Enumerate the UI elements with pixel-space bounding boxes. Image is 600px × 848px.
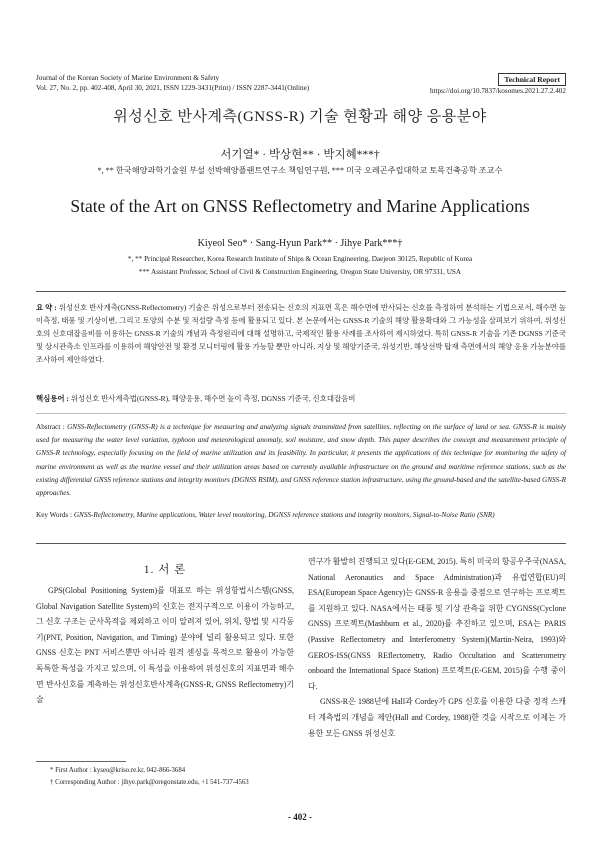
body-left-column: GPS(Global Positioning System)를 대표로 하는 위성항법시스템(GNSS, Global Navigation Satellite System)의 신호는 전지구적으로 이용이 가능하고, 그 신호 구조는 군사목적을 제외하고 이미 알려져 있어, 위치, 항법 및 시각동기(PNT, Position, Navigation, and Timing) 분야에 널리 활용되고 있다. 또한 GNSS 신호는 PNT 서비스뿐만 아니라 원격 센싱을 목적으로 활용이 가능한 독특한 특성을 가지고 있으며, 이 특성을 이용하여 위성신호의 지표면과 해수면 반사신호를 계측하는 위성신호반사계측(GNSS-R, GNSS Reflectometry)기술 [36, 586, 294, 705]
section-introduction-title: 1. 서 론 [143, 564, 187, 576]
keywords-korean-text: 위성신호 반사계측법(GNSS-R), 해양응용, 해수면 높이 측정, DGNSS 기준국, 신호대잡음비 [70, 394, 356, 403]
page-number: - 402 - [288, 812, 312, 822]
journal-volume-info: Vol. 27, No. 2, pp. 402-408, April 30, 2021, ISSN 1229-3431(Print) / ISSN 2287-3441(Online) [36, 83, 310, 92]
affiliation-english-2: *** Assistant Professor, School of Civil & Construction Engineering, Oregon State University, OR 97331, USA [138, 268, 462, 276]
keywords-english-label: Key Words : [36, 511, 73, 519]
body-right-paragraph-1: 연구가 활발히 진행되고 있다(E-GEM, 2015). 특히 미국의 항공우주국(NASA, National Aeronautics and Space Administration)과 유럽연합(EU)의 ESA(European Space Agency)는 GNSS-R 응용을 중점으로 연구하는 프로젝트를 지원하고 있다. NASA에서는 태풍 및 기상 관측을 위한 CYGNSS(Cyclone GNSS) 프로젝트(Mashburn et al., 2020)를 추진하고 있으며, ESA는 PARIS (Passive Reflectometry and Interferometry System)(Martin-Neira, 1993)와 GEROS-ISS(GNSS REflectometry, Radio Occultation and Scatterometry onboard the International Space Station) 프로젝트(E-GEM, 2015)를 수행 중이다. [308, 557, 566, 691]
footnote-divider [36, 761, 126, 762]
affiliation-korean: *, ** 한국해양과학기술원 부설 선박해양플랜트연구소 책임연구원, *** 미국 오레곤주립대학교 토목건축공학 조교수 [97, 166, 503, 175]
abstract-korean [36, 301, 566, 366]
divider-top [36, 291, 566, 292]
keywords-english [36, 509, 566, 522]
journal-header [36, 74, 309, 93]
title-english: State of the Art on GNSS Reflectometry and Marine Applications [70, 196, 530, 216]
journal-name: Journal of the Korean Society of Marine Environment & Safety [36, 74, 220, 82]
technical-report-badge: Technical Report [498, 73, 566, 86]
keywords-english-text: GNSS-Reflectometry, Marine applications, Water level monitoring, DGNSS reference stations and integrity monitors, Signal-to-Noise Ratio (SNR) [73, 511, 495, 519]
doi-link[interactable]: https://doi.org/10.7837/kosomes.2021.27.2.402 [429, 87, 566, 95]
authors-english: Kiyeol Seo* · Sang-Hyun Park** · Jihye Park***† [197, 238, 403, 249]
abstract-english-label: Abstract : [36, 423, 65, 431]
footnote-first-author: * First Author : kyseo@kriso.re.kr, 042-866-3684 [50, 767, 186, 774]
abstract-english-text: GNSS-Reflectometry (GNSS-R) is a technique for measuring and analyzing signals transmitted from satellites, reflecting on the surface of land or sea. GNSS-R is mainly used for measuring the water level variation, typhoon and meteorological anomaly, soil moisture, and snow depth. This paper describes the concept and measurement principle of GNSS-R technology, especially focusing on the field of marine utilization and its feasibility. In particular, it presents the applications of this technique for monitoring the safety of marine environment as well as the marine vessel and their utilization areas based on currently available infrastructure on the ground and maritime reference stations, such as the existing differential GNSS reference stations and integrity monitors (DGNSS RSIM), and GNSS reference station infrastructure, using the ground-based and the satellite-based GNSS-R approaches. [36, 423, 567, 498]
footnote-corresponding-author: † Corresponding Author : jihye.park@oregonstate.edu, +1 541-737-4563 [50, 779, 249, 786]
authors-korean: 서기열* · 박상현** · 박지혜***† [220, 149, 380, 161]
abstract-korean-text: 위성신호 반사계측(GNSS-Reflectometry) 기술은 위성으로부터 전송되는 신호의 지표면 혹은 해수면에 반사되는 신호를 측정하여 분석하는 기법으로서, 해수면 높이측정, 태풍 및 기상이변, 그리고 토양의 수분 및 적설량 측정 등에 활용되고 있다. 본 논문에서는 GNSS-R 기술의 해양 활용확대와 그 가능성을 살펴보기 위하여, 위성신호의 신호대잡음비를 이용하는 GNSS-R 기술의 개념과 측정원리에 대해 설명하고, 국제적인 활용 사례를 조사하여 제시하였다. 특히 GNSS-R 기술을 기존 DGNSS 기준국 및 상시관측소 인프라를 이용하여 해양안전 및 환경 모니터링에 활용 가능할 뿐만 아니라, 지상 및 해양기준국, 위성기반, 해상선박 탑재 측면에서의 해양 응용 가능분야를 조사하여 제안하였다. [36, 303, 566, 364]
abstract-english [36, 421, 566, 500]
keywords-korean [36, 392, 566, 405]
body-right-paragraph-2: GNSS-R은 1988년에 Hall과 Cordey가 GPS 신호를 이용한 다중 정적 스캐터 계측법의 개념을 제안(Hall and Cordey, 1988)한 것을 시작으로 이제는 가용한 모든 GNSS 위성신호 [308, 697, 566, 738]
divider-middle [36, 413, 566, 414]
divider-bottom [36, 543, 566, 544]
body-right-column [308, 554, 566, 741]
title-korean: 위성신호 반사계측(GNSS-R) 기술 현황과 해양 응용분야 [113, 109, 487, 125]
affiliation-english-1: *, ** Principal Researcher, Korea Research Institute of Ships & Ocean Engineering, Daejeon 30125, Republic of Korea [127, 255, 473, 263]
keywords-korean-label: 핵심용어 : [36, 394, 69, 403]
abstract-korean-label: 요 약 : [36, 303, 57, 312]
